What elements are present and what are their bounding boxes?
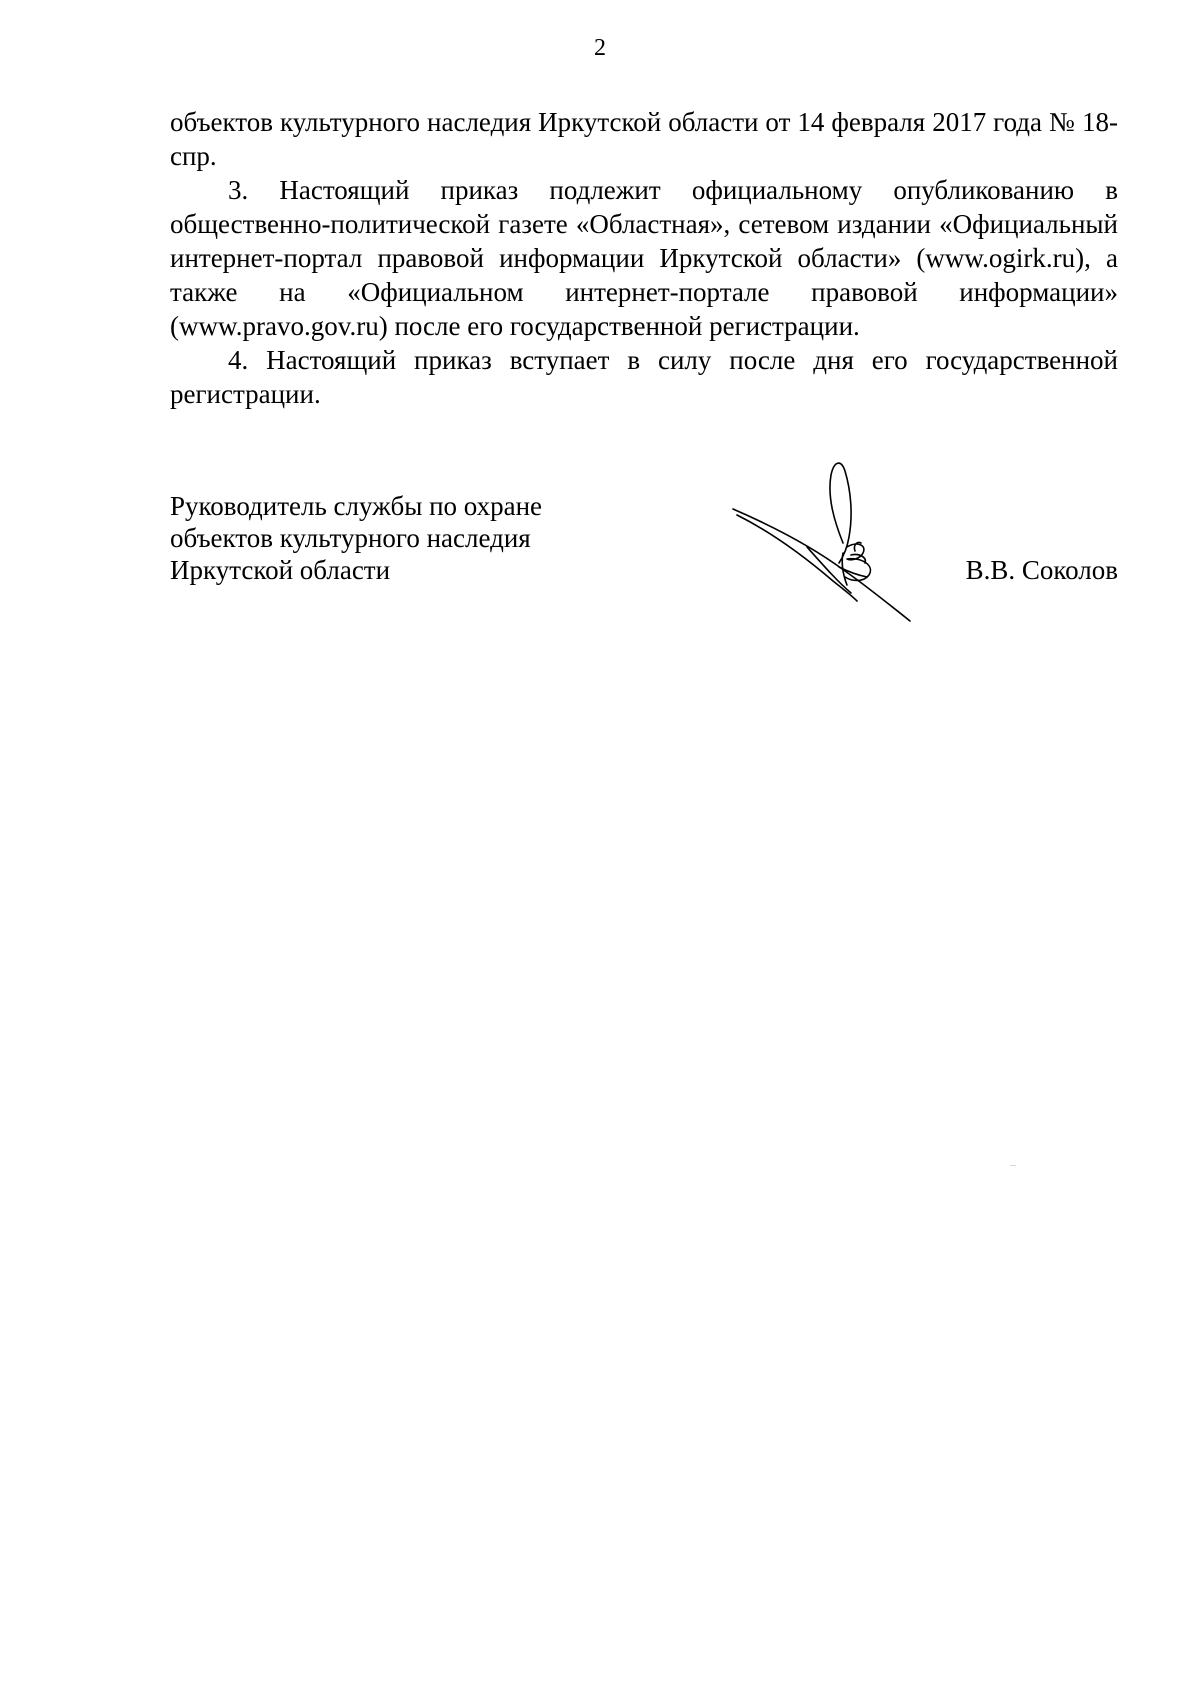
page-number: 2 (594, 35, 606, 61)
signer-name: В.В. Соколов (965, 555, 1118, 585)
signature-block (170, 490, 1118, 640)
paragraph-4-effective-date: 4. Настоящий приказ вступает в силу после дня его государственной регистрации. (170, 345, 1118, 409)
signer-title-line: объектов культурного наследия (170, 523, 531, 553)
signer-title-line: Руководитель службы по охране (170, 491, 543, 521)
signer-title (170, 490, 670, 586)
scan-artifact (1010, 1165, 1016, 1166)
document-body (170, 105, 1118, 411)
signer-title-line: Иркутской области (170, 555, 391, 585)
paragraph-3-publication: 3. Настоящий приказ подлежит официальному опубликованию в общественно-политической газете «Областная», сетевом издании «Официальный интернет-портал правовой информации Иркутской области» (www.ogirk.ru), а также на «Официальном интернет-портале правовой информации» (www.pravo.gov.ru) после его государственной регистрации. (170, 175, 1118, 341)
handwritten-signature-icon (715, 453, 915, 623)
paragraph-continuation: объектов культурного наследия Иркутской области от 14 февраля 2017 года № 18-спр. (170, 107, 1118, 171)
